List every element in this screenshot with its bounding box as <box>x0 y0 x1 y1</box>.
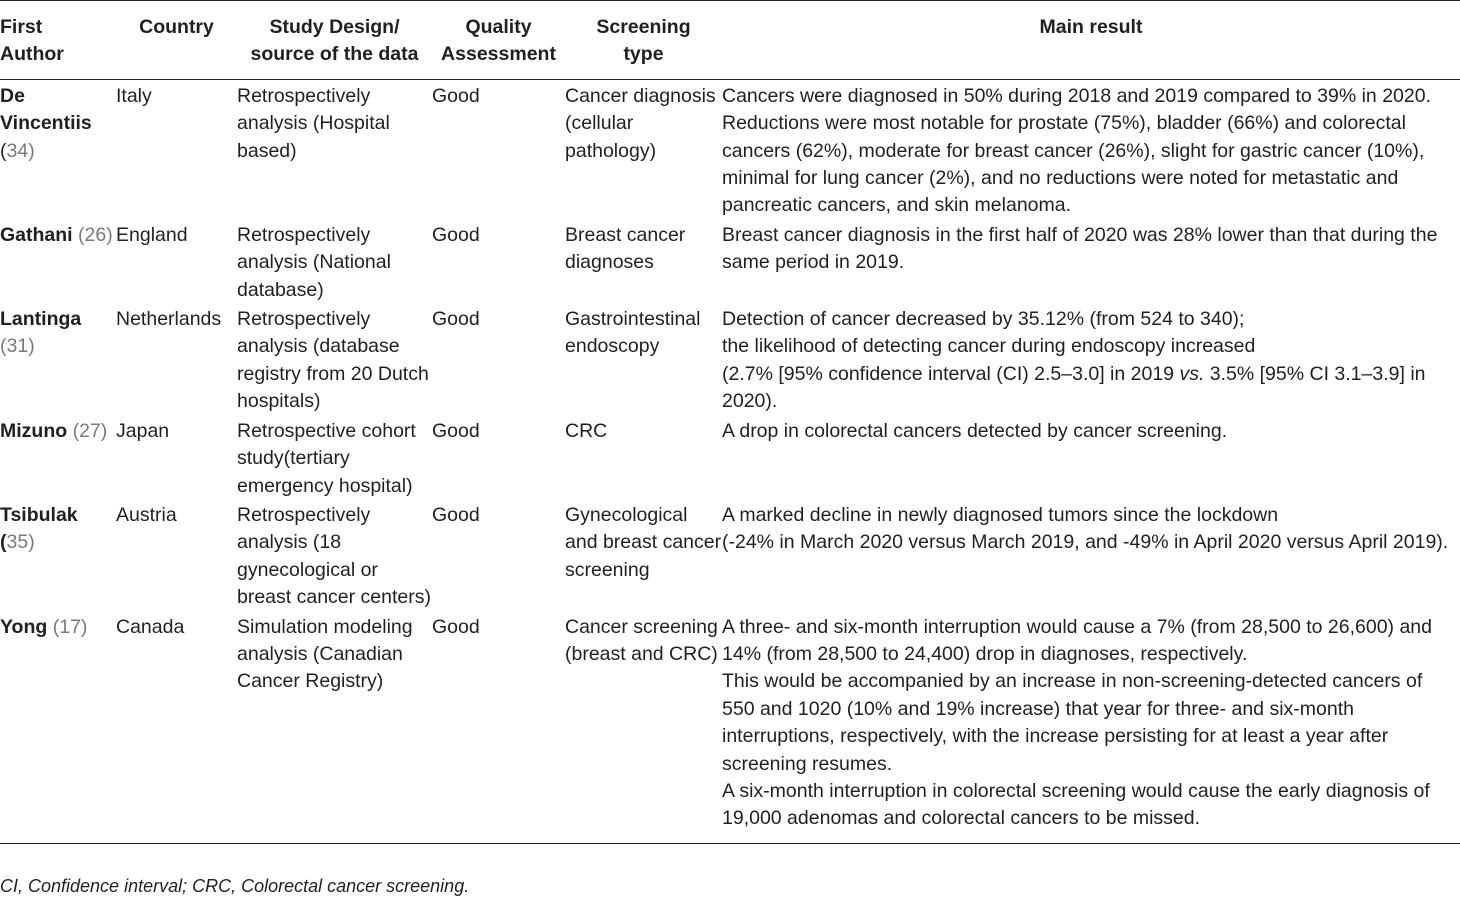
country-cell: Netherlands <box>116 308 222 331</box>
country-cell: Austria <box>116 503 177 526</box>
header-quality-assessment: Quality Assessment <box>441 16 556 66</box>
quality-cell: Good <box>432 308 480 331</box>
header-row <box>0 1 1460 80</box>
screening-cell: Cancer screening (breast and CRC) <box>565 615 718 665</box>
quality-cell: Good <box>432 615 480 638</box>
author-name: Lantinga <box>0 308 82 331</box>
quality-cell: Good <box>432 419 480 442</box>
design-cell: Retrospectively analysis (database registry from 20 Dutch hospitals) <box>237 308 429 413</box>
screening-cell: CRC <box>565 419 608 442</box>
author-name: Mizuno <box>0 419 68 442</box>
header-main-result: Main result <box>1039 16 1143 38</box>
result-cell: Breast cancer diagnosis in the first half of 2020 was 28% lower than that during the same period in 2019. <box>722 223 1438 274</box>
design-cell: Simulation modeling analysis (Canadian Cancer Registry) <box>237 615 413 693</box>
country-cell: Japan <box>116 419 170 442</box>
author-cell: Tsibulak (35) <box>0 503 78 554</box>
country-cell: Italy <box>116 84 152 107</box>
table-row <box>0 79 1460 220</box>
reference-link[interactable]: 34 <box>6 139 29 162</box>
header-study-design: Study Design/ source of the data <box>250 16 419 66</box>
screening-cell: Gastrointestinal endoscopy <box>565 308 701 358</box>
header-screening-type: Screening type <box>596 16 691 66</box>
author-cell: Mizuno (27) <box>0 419 108 442</box>
screening-cell: Gynecological and breast cancer screening <box>565 503 722 581</box>
reference-link[interactable]: 35 <box>6 531 29 554</box>
reference-link[interactable]: 26 <box>84 223 107 246</box>
design-cell: Retrospective cohort study(tertiary emergency hospital) <box>237 419 416 497</box>
table-row <box>0 304 1460 416</box>
author-name: Tsibulak ( <box>0 503 78 554</box>
table-row <box>0 416 1460 500</box>
result-cell: Detection of cancer decreased by 35.12% (from 524 to 340); the likelihood of detecting cancer during endoscopy increased (2.7% [95% confidence interval (CI) 2.5–3.0] in 2019 vs. 3.5% [95% CI 3.1–3.9] in 2020). <box>722 308 1426 413</box>
author-cell: Gathani (26) <box>0 223 113 246</box>
header-first-author: First Author <box>0 16 64 66</box>
table-row <box>0 612 1460 844</box>
table-body <box>0 79 1460 843</box>
author-name: Gathani <box>0 223 73 246</box>
author-name: Yong <box>0 615 48 638</box>
author-name: De Vincentiis <box>0 84 92 135</box>
result-cell: Cancers were diagnosed in 50% during 2018 and 2019 compared to 39% in 2020. Reductions were most notable for prostate (75%), bladder (66%) and colorectal cancers (62%), moderate for breast cancer (26%), slight for gastric cancer (10%), minimal for lung cancer (2%), and no reductions were noted for metastatic and pancreatic cancers, and skin melanoma. <box>722 84 1431 217</box>
quality-cell: Good <box>432 223 480 246</box>
quality-cell: Good <box>432 84 480 107</box>
screening-cell: Breast cancer diagnoses <box>565 223 686 274</box>
country-cell: Canada <box>116 615 185 638</box>
result-cell: A marked decline in newly diagnosed tumors since the lockdown (-24% in March 2020 versus March 2019, and -49% in April 2020 versus April 2019). <box>722 503 1449 554</box>
header-country: Country <box>139 16 214 38</box>
author-cell: De Vincentiis (34) <box>0 84 92 162</box>
design-cell: Retrospectively analysis (National database) <box>237 223 391 301</box>
quality-cell: Good <box>432 503 480 526</box>
reference-link[interactable]: 31 <box>6 335 29 358</box>
design-cell: Retrospectively analysis (18 gynecological or breast cancer centers) <box>237 503 432 609</box>
country-cell: England <box>116 223 188 246</box>
table-header <box>0 1 1460 80</box>
result-cell: A three- and six-month interruption would cause a 7% (from 28,500 to 26,600) and 14% (from 28,500 to 24,400) drop in diagnoses, respectively. This would be accompanied by an increase in non-screening-detected cancers of 550 and 1020 (10% and 19% increase) that year for three- and six-month interruptions, respectively, with the increase persisting for at least a year after screening resumes. A six-month interruption in colorectal screening would cause the early diagnosis of 19,000 adenomas and colorectal cancers to be missed. <box>722 615 1432 830</box>
author-cell: Lantinga (31) <box>0 308 82 358</box>
reference-link[interactable]: 27 <box>79 419 101 442</box>
screening-cell: Cancer diagnosis (cellular pathology) <box>565 84 716 162</box>
table-footnote: CI, Confidence interval; CRC, Colorectal cancer screening. <box>0 876 470 896</box>
table-row <box>0 500 1460 612</box>
result-cell: A drop in colorectal cancers detected by cancer screening. <box>722 419 1228 442</box>
table-row <box>0 220 1460 304</box>
reference-link[interactable]: 17 <box>59 615 81 638</box>
design-cell: Retrospectively analysis (Hospital based) <box>237 84 390 162</box>
author-cell: Yong (17) <box>0 615 88 638</box>
